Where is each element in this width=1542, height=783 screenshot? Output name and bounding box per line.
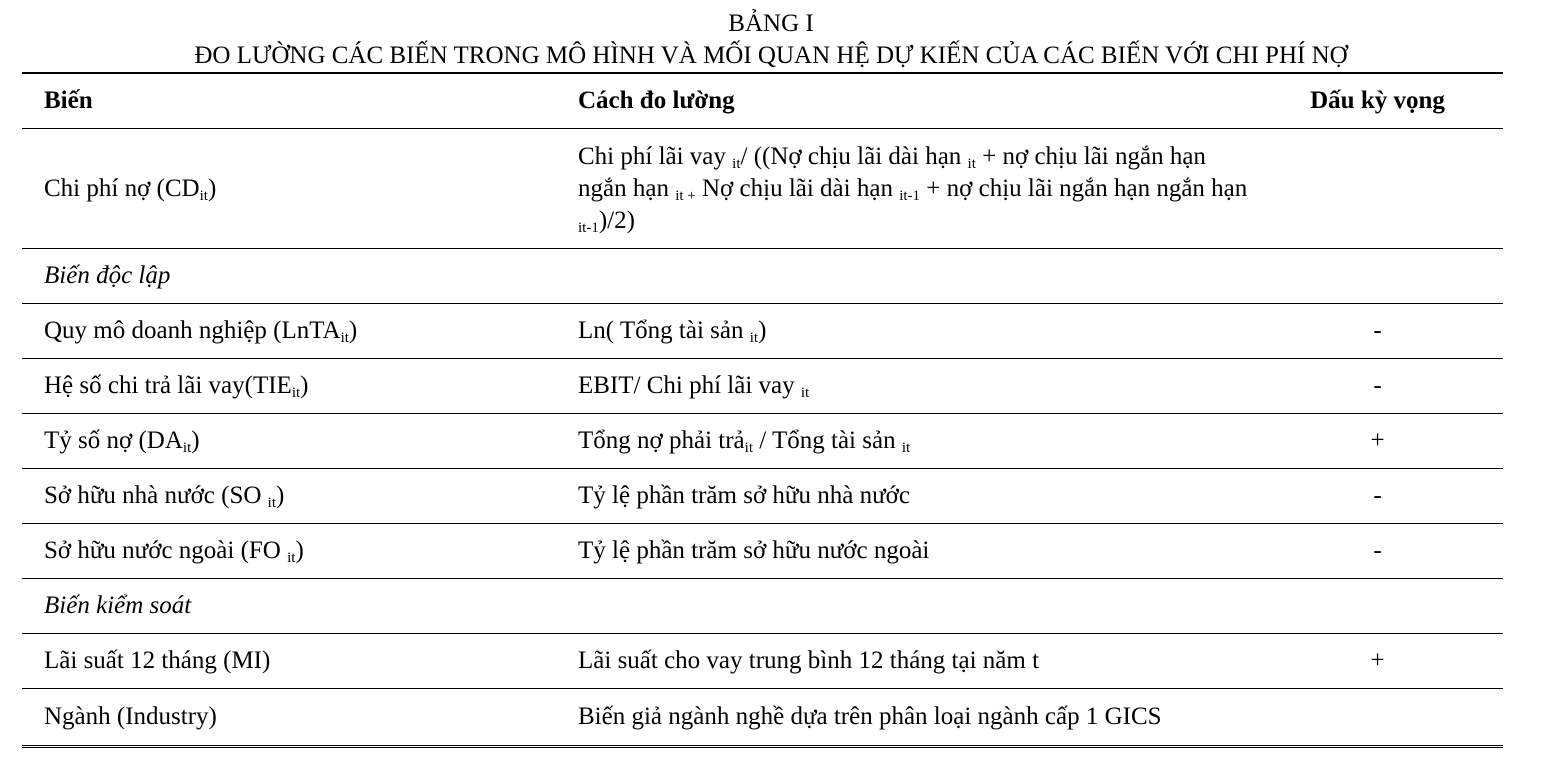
cell-variable xyxy=(22,469,556,524)
cell-measurement: Biến giả ngành nghề dựa trên phân loại ngành cấp 1 GICS xyxy=(556,689,1252,747)
section-row-control xyxy=(22,579,1503,634)
text: Nợ chịu lãi dài hạn xyxy=(695,174,900,202)
text: ) xyxy=(207,174,217,202)
subscript: it xyxy=(267,495,277,511)
cell-sign: - xyxy=(1252,524,1503,579)
text: ) xyxy=(758,317,767,344)
text: Chi phí lãi vay xyxy=(578,142,733,170)
section-label: Biến kiểm soát xyxy=(22,579,556,634)
variables-table xyxy=(22,72,1503,748)
subscript: it-1 xyxy=(578,219,599,236)
text: Chi phí nợ (CD xyxy=(44,174,200,202)
table-row-fo xyxy=(22,524,1503,579)
table-body xyxy=(22,129,1503,747)
cell-empty xyxy=(556,249,1252,304)
header-measurement: Cách đo lường xyxy=(556,73,1252,129)
cell-variable xyxy=(22,414,556,469)
text: ) xyxy=(348,317,358,344)
table-row-so xyxy=(22,469,1503,524)
cell-sign: + xyxy=(1252,414,1503,469)
cell-sign xyxy=(1252,129,1503,249)
header-row xyxy=(22,73,1503,129)
cell-sign xyxy=(1252,689,1503,747)
text: / Tổng tài sản xyxy=(753,427,902,454)
section-row-independent xyxy=(22,249,1503,304)
subscript: it xyxy=(199,187,208,204)
cell-sign: + xyxy=(1252,634,1503,689)
table-row-mi xyxy=(22,634,1503,689)
subscript: it xyxy=(749,330,759,346)
table-caption-title: ĐO LƯỜNG CÁC BIẾN TRONG MÔ HÌNH VÀ MỐI QUAN HỆ DỰ KIẾN CỦA CÁC BIẾN VỚI CHI PHÍ NỢ xyxy=(194,42,1348,69)
subscript: it xyxy=(744,440,753,456)
variables-table-container xyxy=(22,72,1503,748)
header-variable: Biến xyxy=(22,73,556,129)
table-row-lnta xyxy=(22,304,1503,359)
table-row-industry xyxy=(22,689,1503,747)
subscript: it xyxy=(291,385,301,401)
text: ) xyxy=(191,427,200,454)
text: ) xyxy=(276,482,285,509)
text: / ((Nợ chịu lãi dài hạn xyxy=(740,142,968,170)
text: Ln( Tổng tài sản xyxy=(578,317,750,344)
cell-sign: - xyxy=(1252,469,1503,524)
subscript: it xyxy=(287,550,296,566)
cell-empty xyxy=(1252,579,1503,634)
cell-measurement: Tỷ lệ phần trăm sở hữu nước ngoài xyxy=(556,524,1252,579)
cell-measurement xyxy=(556,414,1252,469)
subscript: it xyxy=(800,385,810,401)
text: + nợ chịu lãi ngắn hạn ngắn hạn xyxy=(578,142,1206,202)
text: Tỷ số nợ (DA xyxy=(44,427,183,454)
cell-empty xyxy=(1252,249,1503,304)
table-header xyxy=(22,73,1503,129)
text: Tổng nợ phải trả xyxy=(578,427,745,454)
cell-measurement: Tỷ lệ phần trăm sở hữu nhà nước xyxy=(556,469,1252,524)
text: Hệ số chi trả lãi vay(TIE xyxy=(44,372,292,399)
subscript: it xyxy=(901,440,911,456)
subscript: it-1 xyxy=(899,187,921,204)
cell-measurement xyxy=(556,359,1252,414)
cell-measurement xyxy=(556,129,1252,249)
header-expected-sign: Dấu kỳ vọng xyxy=(1252,73,1503,129)
table-row-dependent-cd xyxy=(22,129,1503,249)
text: Quy mô doanh nghiệp (LnTA xyxy=(44,317,341,344)
cell-variable xyxy=(22,304,556,359)
text: EBIT/ Chi phí lãi vay xyxy=(578,372,801,399)
table-row-da xyxy=(22,414,1503,469)
cell-variable xyxy=(22,129,556,249)
cell-variable: Ngành (Industry) xyxy=(22,689,556,747)
subscript: it xyxy=(340,330,349,346)
text: Sở hữu nhà nước (SO xyxy=(44,482,268,509)
cell-sign: - xyxy=(1252,359,1503,414)
subscript: it xyxy=(182,440,192,456)
text: ) xyxy=(295,537,304,564)
subscript: it + xyxy=(675,187,696,204)
subscript: it xyxy=(967,155,976,172)
text: ) xyxy=(300,372,309,399)
subscript: it xyxy=(732,155,741,172)
table-row-tie xyxy=(22,359,1503,414)
cell-measurement xyxy=(556,304,1252,359)
cell-measurement: Lãi suất cho vay trung bình 12 tháng tại năm t xyxy=(556,634,1252,689)
section-label: Biến độc lập xyxy=(22,249,556,304)
cell-variable xyxy=(22,524,556,579)
cell-empty xyxy=(556,579,1252,634)
cell-variable: Lãi suất 12 tháng (MI) xyxy=(22,634,556,689)
text: + nợ chịu lãi ngắn hạn ngắn hạn xyxy=(920,174,1248,202)
text: )/2) xyxy=(598,206,635,234)
table-caption-number: BẢNG I xyxy=(728,10,814,37)
cell-variable xyxy=(22,359,556,414)
cell-sign: - xyxy=(1252,304,1503,359)
text: Sở hữu nước ngoài (FO xyxy=(44,537,288,564)
